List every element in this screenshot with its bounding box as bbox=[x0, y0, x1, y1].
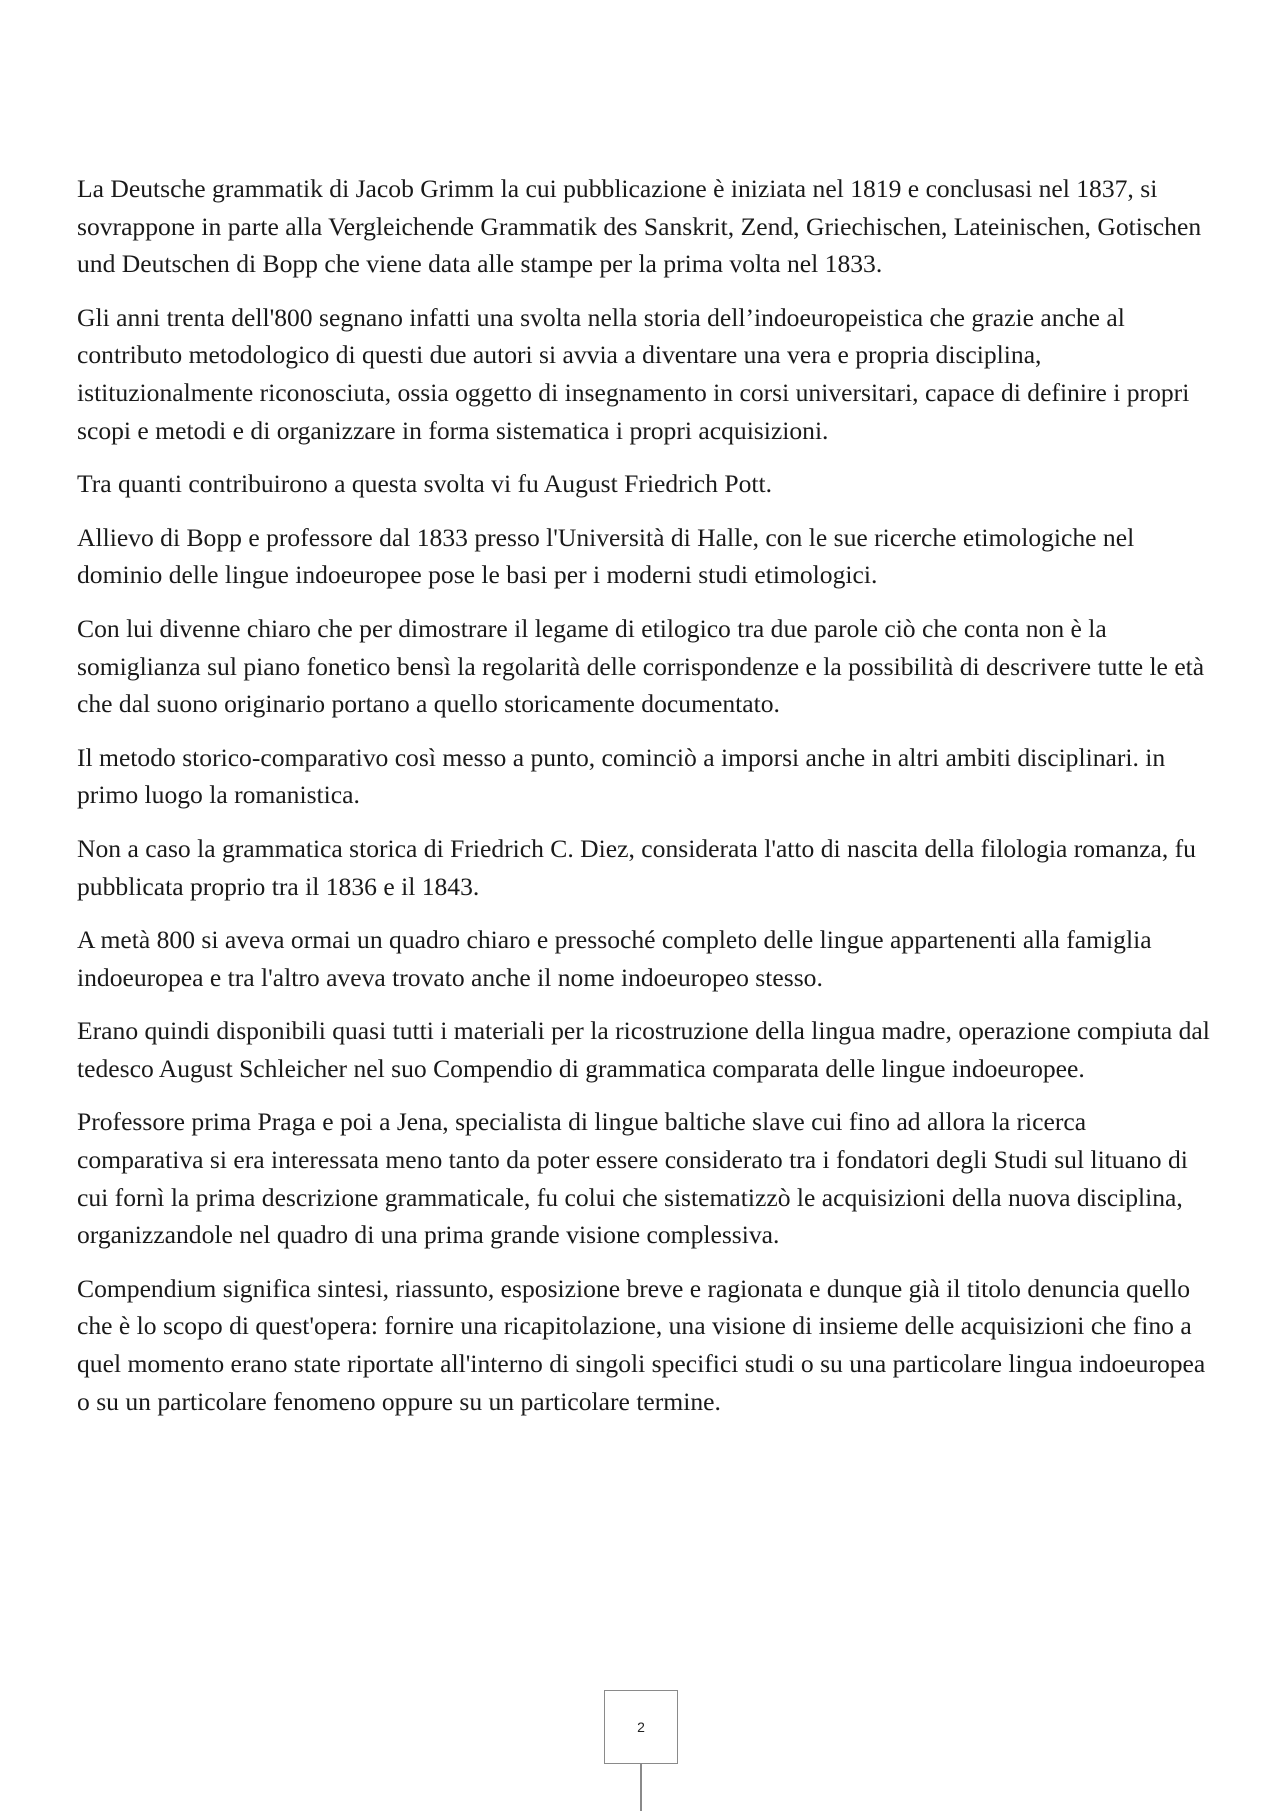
paragraph: Compendium significa sintesi, riassunto, esposizione breve e ragionata e dunque già il titolo denuncia quello che è lo scopo di quest'opera: fornire una ricapitolazione, una visione di insieme delle acquisizioni che fino a quel momento erano state riportate all'interno di singoli specifici studi o su una particolare lingua indoeuropea o su un particolare fenomeno oppure su un particolare termine. bbox=[77, 1273, 1206, 1416]
paragraph: La Deutsche grammatik di Jacob Grimm la cui pubblicazione è iniziata nel 1819 e conclusasi nel 1837, si sovrappone in parte alla Vergleichende Grammatik des Sanskrit, Zend, Griechischen, Lateinischen, Gotischen und Deutschen di Bopp che viene data alle stampe per la prima volta nel 1833. bbox=[77, 174, 1202, 279]
page-number-label: 2 bbox=[637, 1719, 645, 1735]
paragraph: Non a caso la grammatica storica di Friedrich C. Diez, considerata l'atto di nascita della filologia romanza, fu pubblicata proprio tra il 1836 e il 1843. bbox=[77, 833, 1196, 901]
document-body bbox=[77, 170, 1212, 1436]
paragraph: Allievo di Bopp e professore dal 1833 presso l'Università di Halle, con le sue ricerche etimologiche nel dominio delle lingue indoeuropee pose le basi per i moderni studi etimologici. bbox=[77, 522, 1135, 590]
paragraph: Erano quindi disponibili quasi tutti i materiali per la ricostruzione della lingua madre, operazione compiuta dal tedesco August Schleicher nel suo Compendio di grammatica comparata delle lingue indoeuropee. bbox=[77, 1016, 1210, 1083]
paragraph: Con lui divenne chiaro che per dimostrare il legame di etilogico tra due parole ciò che conta non è la somiglianza sul piano fonetico bensì la regolarità delle corrispondenze e la possibilità di descrivere tutte le età che dal suono originario portano a quello storicamente documentato. bbox=[77, 613, 1205, 719]
paragraph: Professore prima Praga e poi a Jena, specialista di lingue baltiche slave cui fino ad allora la ricerca comparativa si era interessata meno tanto da poter essere considerato tra i fondatori degli Studi sul lituano di cui fornì la prima descrizione grammaticale, fu colui che sistematizzò le acquisizioni della nuova disciplina, organizzandole nel quadro di una prima grande visione complessiva. bbox=[77, 1107, 1188, 1250]
paragraph: Gli anni trenta dell'800 segnano infatti una svolta nella storia dell’indoeuropeistica che grazie anche al contributo metodologico di questi due autori si avvia a diventare una vera e propria disciplina, istituzionalmente riconosciuta, ossia oggetto di insegnamento in corsi universitari, capace di definire i propri scopi e metodi e di organizzare in forma sistematica i propri acquisizioni. bbox=[77, 302, 1190, 445]
paragraph: A metà 800 si aveva ormai un quadro chiaro e pressoché completo delle lingue appartenenti alla famiglia indoeuropea e tra l'altro aveva trovato anche il nome indoeuropeo stesso. bbox=[77, 925, 1152, 992]
page-number-connector bbox=[640, 1764, 642, 1811]
page-number bbox=[604, 1690, 678, 1764]
paragraph: Il metodo storico-comparativo così messo a punto, cominciò a imporsi anche in altri ambiti disciplinari. in primo luogo la romanistica. bbox=[77, 742, 1166, 810]
paragraph: Tra quanti contribuirono a questa svolta vi fu August Friedrich Pott. bbox=[77, 469, 772, 499]
